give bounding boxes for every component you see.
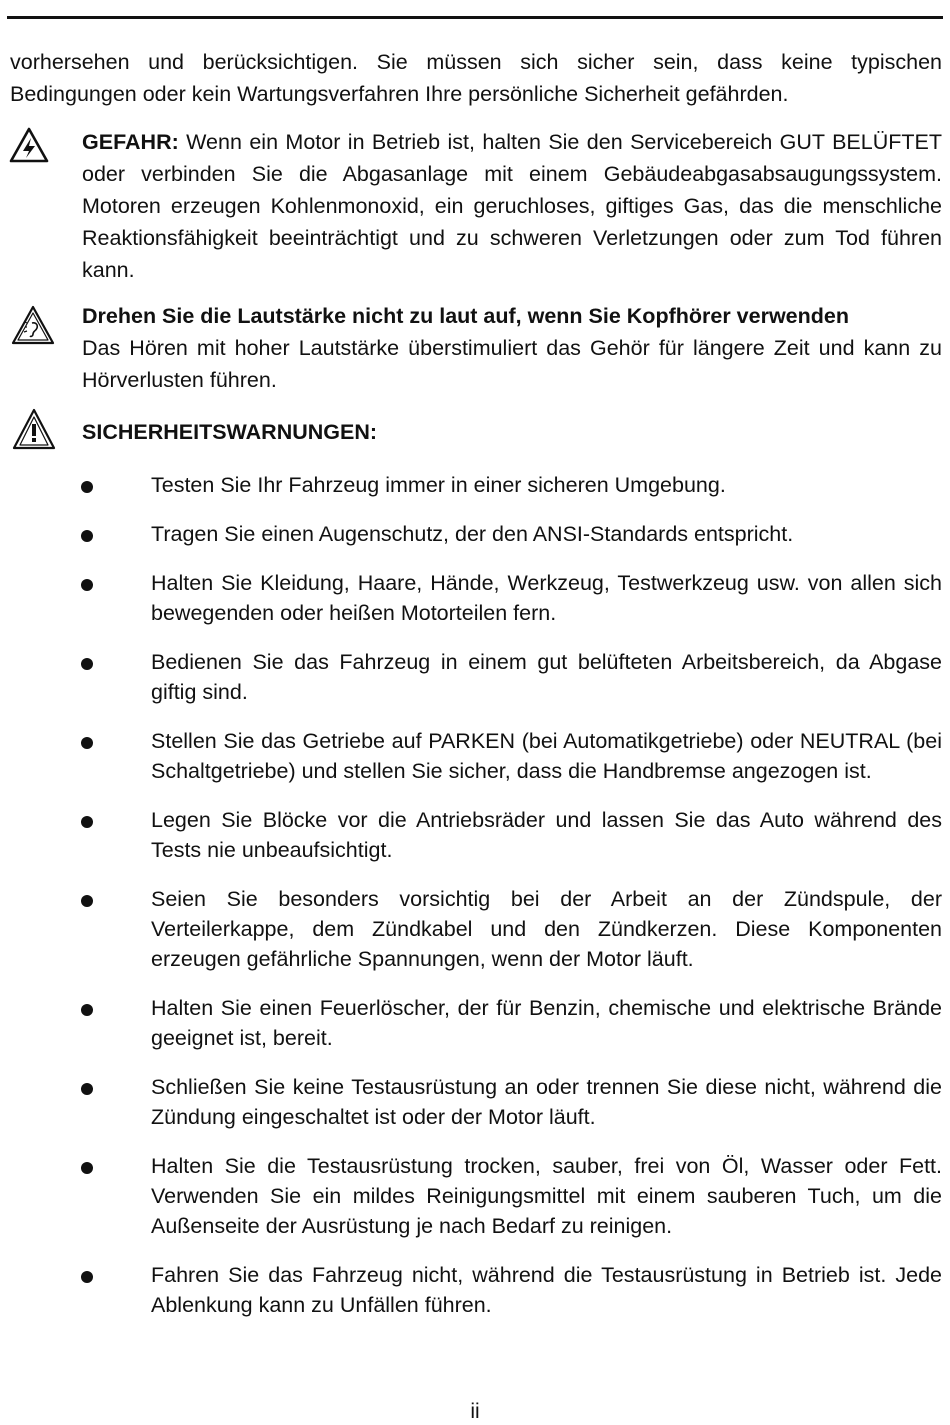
list-item: Halten Sie die Testausrüstung trocken, sauber, frei von Öl, Wasser oder Fett. Verwenden Sie ein mildes Reinigungsmittel mit einem sauberen Tuch, um die Außenseite der Ausrüstung je nach Bedarf zu reinigen. [0, 1151, 950, 1241]
list-item: Testen Sie Ihr Fahrzeug immer in einer sicheren Umgebung. [0, 470, 950, 500]
list-item: Fahren Sie das Fahrzeug nicht, während die Testausrüstung in Betrieb ist. Jede Ablenkung kann zu Unfällen führen. [0, 1260, 950, 1320]
bullet-dot [81, 1162, 93, 1174]
top-divider [7, 16, 943, 19]
list-item: Legen Sie Blöcke vor die Antriebsräder und lassen Sie das Auto während des Tests nie unbeaufsichtigt. [0, 805, 950, 865]
list-item: Halten Sie einen Feuerlöscher, der für Benzin, chemische und elektrische Brände geeignet ist, bereit. [0, 993, 950, 1053]
list-item: Schließen Sie keine Testausrüstung an oder trennen Sie diese nicht, während die Zündung eingeschaltet ist oder der Motor läuft. [0, 1072, 950, 1132]
bullet-dot [81, 530, 93, 542]
bullet-dot [81, 816, 93, 828]
hearing-text-block [82, 300, 942, 396]
bullet-dot [81, 1004, 93, 1016]
danger-text: Wenn ein Motor in Betrieb ist, halten Sie den Servicebereich GUT BELÜFTET oder verbinden Sie die Abgasanlage mit einem Gebäudeabgasabsaugungssystem. Motoren erzeugen Kohlenmonoxid, ein geruchloses, giftiges Gas, das die menschliche Reaktionsfähigkeit beeinträchtigt und zu schweren Verletzungen oder zum Tod führen kann. [82, 130, 942, 282]
intro-paragraph [10, 46, 942, 110]
list-item: Tragen Sie einen Augenschutz, der den ANSI-Standards entspricht. [0, 519, 950, 549]
bullet-dot [81, 1271, 93, 1283]
list-item: Bedienen Sie das Fahrzeug in einem gut belüfteten Arbeitsbereich, da Abgase giftig sind. [0, 647, 950, 707]
danger-text-block [82, 126, 942, 286]
page-number: ii [470, 1400, 480, 1423]
hearing-title: Drehen Sie die Lautstärke nicht zu laut auf, wenn Sie Kopfhörer verwenden [82, 304, 849, 328]
hearing-warning-icon [10, 304, 56, 352]
bullet-dot [81, 481, 93, 493]
safety-warning-list [0, 470, 950, 1339]
safety-title-block [82, 416, 942, 448]
bullet-dot [81, 1083, 93, 1095]
bullet-dot [81, 895, 93, 907]
bullet-dot [81, 579, 93, 591]
bullet-dot [81, 737, 93, 749]
bullet-dot [81, 658, 93, 670]
list-item: Seien Sie besonders vorsichtig bei der Arbeit an der Zündspule, der Verteilerkappe, dem Zündkabel und den Zündkerzen. Diese Komponenten erzeugen gefährliche Spannungen, wenn der Motor läuft. [0, 884, 950, 974]
intro-text: vorhersehen und berücksichtigen. Sie müssen sich sicher sein, dass keine typischen Bedingungen oder kein Wartungsverfahren Ihre persönliche Sicherheit gefährden. [10, 50, 942, 106]
general-warning-icon [11, 407, 57, 457]
danger-label: GEFAHR: [82, 130, 179, 154]
electrical-hazard-icon [8, 126, 50, 170]
hearing-text: Das Hören mit hoher Lautstärke überstimuliert das Gehör für längere Zeit und kann zu Hörverlusten führen. [82, 336, 942, 392]
list-item: Stellen Sie das Getriebe auf PARKEN (bei Automatikgetriebe) oder NEUTRAL (bei Schaltgetriebe) und stellen Sie sicher, dass die Handbremse angezogen ist. [0, 726, 950, 786]
list-item: Halten Sie Kleidung, Haare, Hände, Werkzeug, Testwerkzeug usw. von allen sich bewegenden oder heißen Motorteilen fern. [0, 568, 950, 628]
safety-title: SICHERHEITSWARNUNGEN: [82, 420, 378, 444]
